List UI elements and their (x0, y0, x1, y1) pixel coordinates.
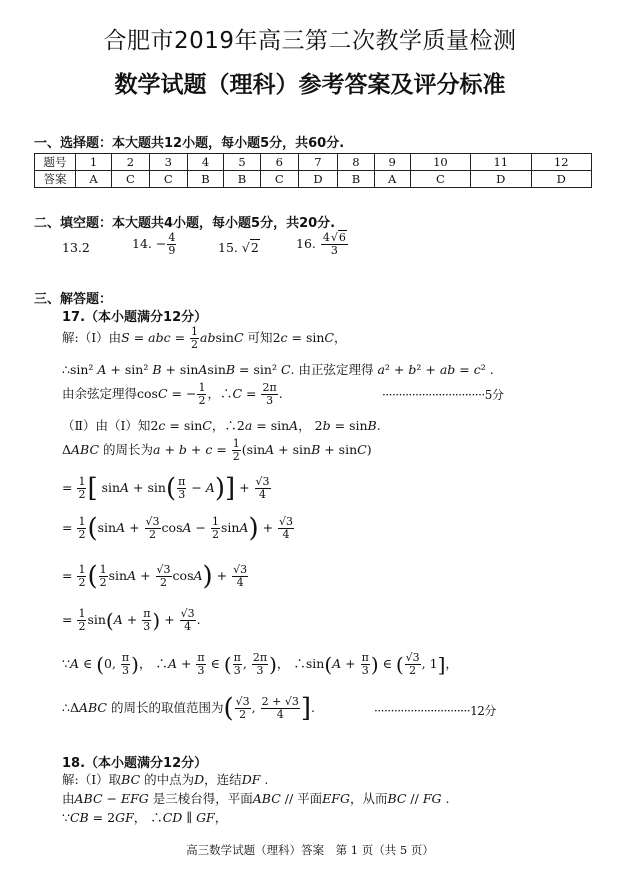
question-number: 6 (260, 154, 298, 171)
question-number: 7 (298, 154, 338, 171)
answer-label: 15. (218, 240, 238, 255)
q17-heading: 17.（本小题满分12分） (62, 310, 208, 325)
q17-line2: ∴sin² A + sin² B + sinAsinB = sin² C. 由正弦定理得 a² + b² + ab = c² . (62, 362, 494, 377)
question-number: 12 (531, 154, 592, 171)
q17-range: ∵A ∈ (0, $\frac{\pi}{3}$ )， ∴A + $\frac{\pi}{3}$ ∈ ( $\frac{\pi}{3}$ , $\frac{2\pi}{3}$ )， ∴sin(A + $\frac{\pi}{3}$ ) ∈ ( $\frac{√3}{2}$ , 1]， (62, 651, 458, 677)
radicand: 6 (338, 231, 346, 244)
answer-cell: D (298, 171, 338, 188)
denominator: 3 (330, 244, 338, 257)
minus-sign: − (155, 236, 167, 251)
q18-line1: 解:（Ⅰ）取BC 的中点为D，连结DF . (62, 772, 269, 787)
document-subtitle: 数学试题（理科）参考答案及评分标准 (114, 72, 506, 98)
answer-cell: A (76, 171, 112, 188)
table-row (35, 171, 592, 188)
text: 由余弦定理得 (62, 386, 138, 401)
text: ，连结 (204, 772, 242, 787)
text: ，从而 (349, 791, 388, 806)
table-row (35, 154, 592, 171)
q17-conclusion: ∴ΔABC 的周长的取值范围为( $\frac{√3}{2}$ , $\frac{2 + √3}{4}$ ]. (62, 693, 315, 724)
answer-cell: C (410, 171, 470, 188)
answer-cell: B (338, 171, 375, 188)
question-number: 8 (338, 154, 375, 171)
document-title: 合肥市2019年高三第二次教学质量检测 (103, 28, 517, 54)
page-footer: 高三数学试题（理科）答案 第 1 页（共 5 页） (186, 843, 434, 857)
q18-line3: ∵CB = 2GF， ∴CD ∥ GF， (62, 810, 228, 825)
q17-line5: ΔABC 的周长为a + b + c = $\frac{1}{2}$ (sinA + sinB + sinC) (62, 437, 372, 463)
q17-line3: 由余弦定理得cosC = − $\frac{1}{2}$ ，∴C = $\frac{2\pi}{3}$ . (62, 381, 283, 407)
q17-step4: = $\frac{1}{2}$ sin(A + $\frac{\pi}{3}$ ) + $\frac{√3}{4}$ . (62, 607, 201, 633)
text: 可知 (247, 330, 273, 345)
question-number: 1 (76, 154, 112, 171)
question-number: 10 (410, 154, 470, 171)
fill-answer-14 (132, 232, 177, 257)
question-number: 3 (149, 154, 187, 171)
fill-answer-16 (296, 232, 349, 257)
q18-line2: 由ABC − EFG 是三棱台得，平面ABC // 平面EFG，从而BC // FG . (62, 791, 450, 806)
answer-table (34, 153, 592, 188)
answer-cell: A (374, 171, 410, 188)
score-12: 12分 (470, 704, 496, 718)
radicand: 2 (250, 240, 259, 255)
q17-step2: = $\frac{1}{2}$ (sinA + $\frac{√3}{2}$ cosA − $\frac{1}{2}$ sinA) + $\frac{√3}{4}$ (62, 513, 294, 544)
answer-cell: C (260, 171, 298, 188)
fraction (321, 232, 348, 257)
question-number: 11 (471, 154, 531, 171)
text: . 由正弦定理得 (290, 362, 374, 377)
coefficient: 4 (322, 231, 330, 244)
table-row-label: 题号 (35, 154, 76, 171)
score-marker: ·······························5分 (382, 388, 504, 402)
q17-step1: = $\frac{1}{2}$ [ sinA + sin( $\frac{\pi}{3}$ − A)] + $\frac{√3}{4}$ (62, 473, 270, 504)
question-number: 5 (224, 154, 261, 171)
text: （Ⅱ）由（Ⅰ）知 (62, 418, 151, 433)
answer-cell: B (224, 171, 261, 188)
text: 的中点为 (144, 772, 195, 787)
denominator: 9 (168, 244, 176, 257)
answer-cell: C (149, 171, 187, 188)
text: 是三棱台得，平面 (152, 791, 253, 806)
question-number: 2 (111, 154, 149, 171)
q17-line1: 解:（Ⅰ）由S = abc = $\frac{1}{2}$ absinC 可知2c = sinC， (62, 325, 347, 351)
text: 的周长的取值范围为 (110, 700, 224, 715)
table-row-label: 答案 (35, 171, 76, 188)
score-marker: ·····························12分 (374, 704, 496, 718)
fill-answer-15: 15. √2 (218, 240, 259, 255)
answer-cell: B (187, 171, 224, 188)
text: 平面 (297, 791, 323, 806)
section2-heading: 二、填空题：本大题共4小题，每小题5分，共20分. (34, 216, 336, 231)
text: 解:（Ⅰ）取 (62, 772, 122, 787)
answer-value: 2 (81, 240, 90, 255)
q17-line4: （Ⅱ）由（Ⅰ）知2c = sinC，∴2a = sinA， 2b = sinB. (62, 418, 381, 433)
answer-cell: D (471, 171, 531, 188)
question-number: 9 (374, 154, 410, 171)
score-5: 5分 (484, 388, 504, 402)
answer-cell: D (531, 171, 592, 188)
text: 由 (62, 791, 75, 806)
answer-cell: C (111, 171, 149, 188)
answer-label: 13. (62, 240, 82, 255)
section1-heading: 一、选择题：本大题共12小题，每小题5分，共60分. (34, 136, 345, 151)
question-number: 4 (187, 154, 224, 171)
text: 解:（Ⅰ）由 (62, 330, 122, 345)
answer-label: 14. (132, 236, 152, 251)
answer-label: 16. (296, 236, 316, 251)
fraction (167, 232, 176, 257)
numerator: 4 (168, 231, 176, 244)
numerator: 4√6 (322, 231, 346, 244)
q17-step3: = $\frac{1}{2}$ ( $\frac{1}{2}$ sinA + $\frac{√3}{2}$ cosA) + $\frac{√3}{4}$ (62, 561, 248, 592)
q18-heading: 18.（本小题满分12分） (62, 756, 208, 771)
fill-answer-13 (62, 240, 90, 255)
section3-heading: 三、解答题： (34, 292, 113, 307)
text: 的周长为 (103, 442, 154, 457)
